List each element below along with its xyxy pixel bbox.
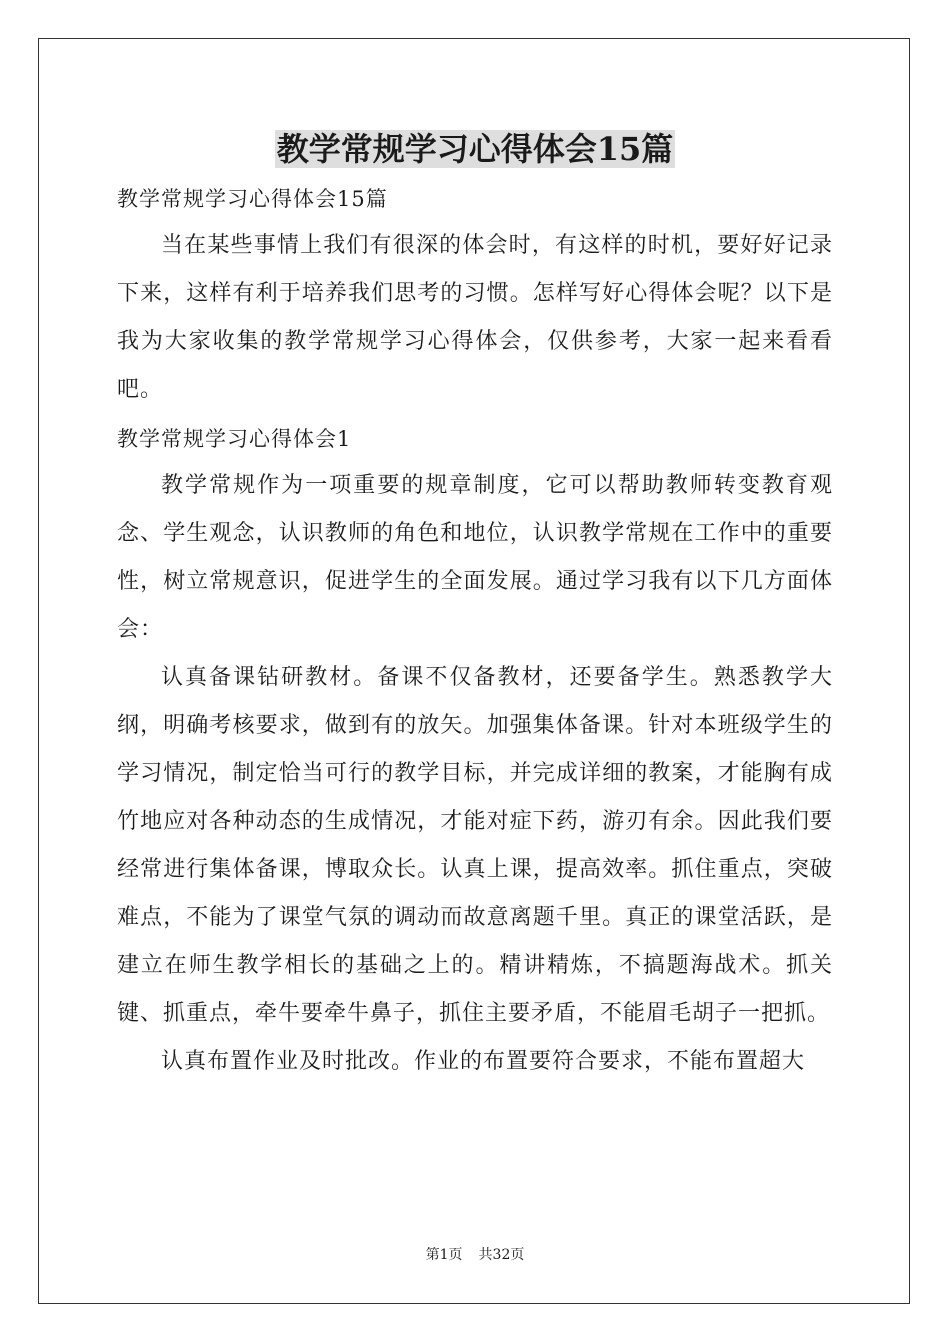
- page-number: 第1页: [425, 1247, 463, 1263]
- intro-paragraph: 当在某些事情上我们有很深的体会时，有这样的时机，要好好记录下来，这样有利于培养我们思考的习惯。怎样写好心得体会呢？以下是我为大家收集的教学常规学习心得体会，仅供参考，大家一起来看看吧。: [117, 233, 833, 402]
- body-paragraph: 认真布置作业及时批改。作业的布置要符合要求，不能布置超大: [161, 1049, 806, 1074]
- document-title: 教学常规学习心得体会15篇: [276, 130, 674, 168]
- body-paragraph: 认真备课钻研教材。备课不仅备教材，还要备学生。熟悉教学大纲，明确考核要求，做到有的放矢。加强集体备课。针对本班级学生的学习情况，制定恰当可行的教学目标，并完成详细的教案，才能胸有成竹地应对各种动态的生成情况，才能对症下药，游刃有余。因此我们要经常进行集体备课，博取众长。认真上课，提高效率。抓住重点，突破难点，不能为了课堂气氛的调动而故意离题千里。真正的课堂活跃，是建立在师生教学相长的基础之上的。精讲精炼，不搞题海战术。抓关键、抓重点，牵牛要牵牛鼻子，抓住主要矛盾，不能眉毛胡子一把抓。: [117, 665, 833, 1026]
- page-footer: [0, 1245, 950, 1265]
- document-body: [117, 176, 833, 1086]
- document-subtitle: 教学常规学习心得体会15篇: [117, 187, 388, 211]
- section-heading: 教学常规学习心得体会1: [117, 427, 352, 451]
- body-paragraph: 教学常规作为一项重要的规章制度，它可以帮助教师转变教育观念、学生观念，认识教师的角色和地位，认识教学常规在工作中的重要性，树立常规意识，促进学生的全面发展。通过学习我有以下几方面体会：: [117, 473, 833, 642]
- page-total: 共32页: [478, 1247, 525, 1263]
